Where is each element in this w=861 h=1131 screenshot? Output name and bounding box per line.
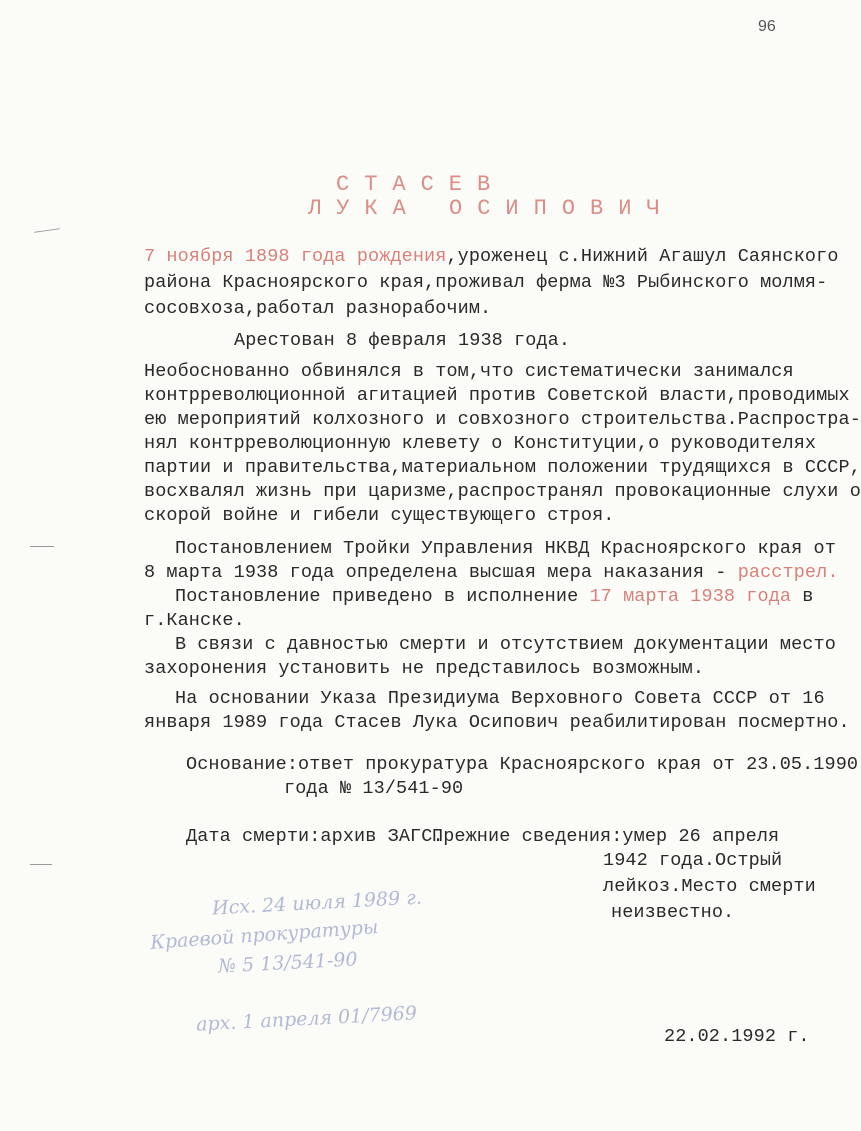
accusation-line: Необоснованно обвинялся в том,что систематически занимался <box>144 361 794 382</box>
accusation-line: партии и правительства,материальном положении трудящихся в СССР, <box>144 457 861 478</box>
accusation-line: восхвалял жизнь при царизме,распространял провокационные слухи о <box>144 481 861 502</box>
margin-mark <box>34 228 60 233</box>
margin-mark <box>30 546 54 547</box>
birth-date: 7 ноября 1898 года рождения <box>144 246 447 267</box>
rehabilitation-line: января 1989 года Стасев Лука Осипович реабилитирован посмертно. <box>144 712 850 733</box>
residence-line: района Красноярского края,проживал ферма №3 Рыбинского молмя- <box>144 272 828 293</box>
rehabilitation-line: На основании Указа Президиума Верховного Совета СССР от 16 <box>175 688 825 709</box>
birth-line <box>144 246 839 268</box>
handwritten-note: арх. 1 апреля 01/7969 <box>195 1002 418 1036</box>
basis-line: года № 13/541-90 <box>284 778 464 799</box>
death-prior-info: неизвестно. <box>611 902 735 923</box>
accusation-line: нял контрреволюционную клевету о Конституции,о руководителях <box>144 433 817 454</box>
death-source: Дата смерти:архив ЗАГС. <box>186 826 444 847</box>
burial-line: захоронения установить не представилось возможным. <box>144 658 705 679</box>
surname-title: СТАСЕВ <box>336 172 506 197</box>
handwritten-note: Краевой прокуратуры <box>149 916 380 954</box>
execution-line: Постановление приведено в исполнение 17 марта 1938 года в <box>175 586 814 607</box>
page-number: 96 <box>758 18 776 35</box>
accusation-line: скорой войне и гибели существующего строя. <box>144 505 615 526</box>
execution-date: 17 марта 1938 года <box>589 586 792 607</box>
accusation-line: ею мероприятий колхозного и совхозного строительства.Распростра- <box>144 409 861 430</box>
death-prior-info: 1942 года.Острый <box>603 850 783 871</box>
sentence-line: 8 марта 1938 года определена высшая мера наказания - расстрел. <box>144 562 839 583</box>
fullname-title: ЛУКА ОСИПОВИЧ <box>308 196 675 221</box>
handwritten-note: № 5 13/541-90 <box>217 948 359 978</box>
birth-place: ,уроженец с.Нижний Агашул Саянского <box>446 246 839 267</box>
sentence-verdict: расстрел. <box>737 562 839 583</box>
sentence-line: Постановлением Тройки Управления НКВД Красноярского края от <box>175 538 836 559</box>
death-prior-info: Прежние сведения:умер 26 апреля <box>432 826 780 847</box>
arrest-line: Арестован 8 февраля 1938 года. <box>234 330 571 351</box>
execution-place: г.Канске. <box>144 610 245 631</box>
occupation-line: сосовхоза,работал разнорабочим. <box>144 298 492 319</box>
death-prior-info: лейкоз.Место смерти <box>603 876 816 897</box>
handwritten-note: Исх. 24 июля 1989 г. <box>211 886 423 920</box>
accusation-line: контрреволюционной агитацией против Советской власти,проводимых <box>144 385 850 406</box>
burial-line: В связи с давностью смерти и отсутствием документации место <box>175 634 836 655</box>
basis-line: Основание:ответ прокуратура Красноярского края от 23.05.1990 <box>186 754 859 775</box>
document-date: 22.02.1992 г. <box>664 1026 810 1047</box>
margin-mark <box>30 864 52 865</box>
